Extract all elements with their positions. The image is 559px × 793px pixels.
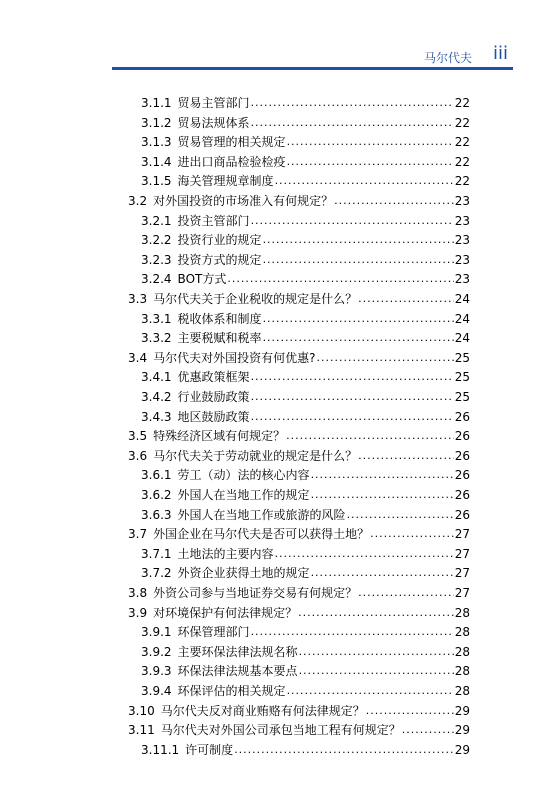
toc-entry-number: 3.9.3 bbox=[141, 664, 172, 679]
toc-dot-leader bbox=[263, 329, 454, 347]
toc-dot-leader bbox=[358, 447, 454, 465]
toc-entry[interactable] bbox=[141, 114, 470, 132]
toc-entry[interactable] bbox=[141, 133, 470, 151]
toc-entry-page: 28 bbox=[454, 684, 470, 698]
toc-entry-title: 环保评估的相关规定 bbox=[177, 684, 286, 698]
toc-entry[interactable] bbox=[141, 741, 470, 759]
toc-entry-title: 贸易管理的相关规定 bbox=[177, 135, 286, 150]
toc-dot-leader bbox=[299, 662, 454, 680]
toc-entry-number: 3.1.3 bbox=[141, 135, 172, 150]
toc-entry-title: 地区鼓励政策 bbox=[177, 409, 250, 424]
toc-entry-page: 26 bbox=[454, 488, 470, 502]
toc-dot-leader bbox=[316, 349, 453, 367]
toc-entry[interactable] bbox=[141, 231, 470, 249]
page-number: iii bbox=[493, 43, 509, 64]
toc-entry-number: 3.6 bbox=[128, 448, 148, 463]
toc-entry-number: 3.6.1 bbox=[141, 468, 172, 483]
toc-entry-title: 主要税赋和税率 bbox=[177, 331, 262, 346]
toc-entry[interactable] bbox=[141, 388, 470, 406]
toc-dot-leader bbox=[298, 604, 454, 622]
header-title: 马尔代夫 bbox=[424, 51, 473, 65]
toc-entry-page: 27 bbox=[454, 586, 470, 600]
toc-entry-number: 3.2 bbox=[128, 194, 148, 208]
toc-entry-number: 3.9.4 bbox=[141, 684, 172, 698]
toc-entry-title: 主要环保法律法规名称 bbox=[177, 644, 298, 659]
toc-entry-title: 外国人在当地工作的规定 bbox=[177, 488, 310, 502]
toc-dot-leader bbox=[227, 270, 453, 288]
toc-entry-title: 对环境保护有何法律规定？ bbox=[153, 605, 298, 620]
toc-entry-page: 24 bbox=[454, 331, 470, 346]
toc-dot-leader bbox=[251, 408, 454, 426]
toc-entry-title: 环保法律法规基本要点 bbox=[177, 664, 298, 679]
toc-entry[interactable] bbox=[141, 682, 470, 700]
toc-entry-title: BOT方式 bbox=[177, 272, 227, 287]
toc-entry-number: 3.1.1 bbox=[141, 96, 172, 110]
toc-entry-title: 外国企业在马尔代夫是否可以获得土地？ bbox=[153, 527, 370, 542]
toc-dot-leader bbox=[251, 623, 454, 641]
toc-entry-number: 3.2.1 bbox=[141, 213, 172, 228]
toc-entry-page: 29 bbox=[454, 742, 470, 757]
toc-entry[interactable] bbox=[141, 212, 470, 230]
toc-entry-page: 26 bbox=[454, 468, 470, 483]
toc-entry-number: 3.3 bbox=[128, 292, 148, 306]
toc-entry-title: 对外国投资的市场准入有何规定？ bbox=[153, 194, 334, 208]
toc-entry-page: 22 bbox=[454, 135, 470, 150]
toc-entry-number: 3.11.1 bbox=[141, 742, 180, 757]
toc-entry-page: 29 bbox=[454, 723, 470, 738]
toc-entry-number: 3.7.2 bbox=[141, 566, 172, 581]
toc-entry-page: 27 bbox=[454, 566, 470, 581]
toc-entry[interactable] bbox=[141, 153, 470, 171]
toc-entry-title: 马尔代夫关于企业税收的规定是什么？ bbox=[153, 292, 358, 306]
toc-entry-title: 贸易主管部门 bbox=[177, 96, 250, 110]
toc-entry-page: 25 bbox=[454, 350, 470, 365]
toc-entry-page: 24 bbox=[454, 311, 470, 326]
toc-entry-number: 3.10 bbox=[128, 703, 155, 718]
toc-entry-title: 海关管理规章制度 bbox=[177, 174, 274, 189]
toc-entry-page: 27 bbox=[454, 527, 470, 542]
toc-entry-page: 28 bbox=[454, 605, 470, 620]
toc-dot-leader bbox=[263, 251, 454, 269]
toc-entry-title: 外国人在当地工作或旅游的风险 bbox=[177, 507, 346, 522]
toc-dot-leader bbox=[286, 427, 454, 445]
toc-dot-leader bbox=[263, 310, 454, 328]
toc-dot-leader bbox=[287, 682, 454, 700]
toc-entry-page: 26 bbox=[454, 429, 470, 444]
toc-entry-page: 29 bbox=[454, 703, 470, 718]
toc-entry-title: 马尔代夫对外国投资有何优惠? bbox=[153, 350, 316, 365]
toc-entry-page: 26 bbox=[454, 409, 470, 424]
toc-entry-number: 3.2.4 bbox=[141, 272, 172, 287]
toc-entry-number: 3.7.1 bbox=[141, 546, 172, 561]
toc-entry-title: 贸易法规体系 bbox=[177, 115, 250, 130]
toc-entry-title: 行业鼓励政策 bbox=[177, 390, 250, 404]
toc-dot-leader bbox=[370, 525, 454, 543]
toc-entry[interactable] bbox=[128, 604, 470, 622]
toc-entry-title: 许可制度 bbox=[185, 742, 234, 757]
toc-entry-title: 马尔代夫反对商业贿赂有何法律规定？ bbox=[160, 703, 365, 718]
toc-dot-leader bbox=[402, 721, 454, 739]
toc-entry-title: 税收体系和制度 bbox=[177, 311, 262, 326]
toc-dot-leader bbox=[251, 94, 454, 112]
toc-entry[interactable] bbox=[128, 447, 470, 465]
toc-entry-page: 23 bbox=[454, 272, 470, 287]
toc-entry[interactable] bbox=[141, 486, 470, 504]
toc-entry-title: 外资企业获得土地的规定 bbox=[177, 566, 310, 581]
toc-entry[interactable] bbox=[141, 329, 470, 347]
toc-entry[interactable] bbox=[128, 192, 470, 210]
toc-dot-leader bbox=[234, 741, 454, 759]
toc-dot-leader bbox=[251, 368, 454, 386]
toc-entry-number: 3.3.1 bbox=[141, 311, 172, 326]
toc-entry-page: 23 bbox=[454, 213, 470, 228]
toc-entry-number: 3.3.2 bbox=[141, 331, 172, 346]
toc-dot-leader bbox=[358, 290, 454, 308]
toc-entry-number: 3.9 bbox=[128, 605, 148, 620]
toc-entry[interactable] bbox=[141, 251, 470, 269]
toc-entry-title: 优惠政策框架 bbox=[177, 370, 250, 385]
toc-entry-number: 3.4.1 bbox=[141, 370, 172, 385]
toc-entry-page: 25 bbox=[454, 370, 470, 385]
toc-entry-title: 外资公司参与当地证券交易有何规定？ bbox=[153, 586, 358, 600]
toc-entry-title: 特殊经济区域有何规定？ bbox=[153, 429, 286, 444]
toc-entry-title: 投资行业的规定 bbox=[177, 233, 262, 248]
toc-entry-page: 27 bbox=[454, 546, 470, 561]
toc-entry-page: 28 bbox=[454, 664, 470, 679]
toc-entry[interactable] bbox=[141, 662, 470, 680]
toc-dot-leader bbox=[311, 486, 454, 504]
toc-entry-title: 投资方式的规定 bbox=[177, 252, 262, 267]
toc-dot-leader bbox=[251, 114, 454, 132]
toc-entry-page: 22 bbox=[454, 174, 470, 189]
toc-entry[interactable] bbox=[128, 721, 470, 739]
toc-entry-number: 3.11 bbox=[128, 723, 155, 738]
header-rule bbox=[112, 67, 513, 70]
toc-entry[interactable] bbox=[128, 702, 470, 720]
toc-entry-number: 3.8 bbox=[128, 586, 148, 600]
toc-entry-number: 3.1.2 bbox=[141, 115, 172, 130]
toc-entry-page: 24 bbox=[454, 292, 470, 306]
toc-dot-leader bbox=[334, 192, 454, 210]
toc-entry-number: 3.2.2 bbox=[141, 233, 172, 248]
toc-entry-number: 3.6.2 bbox=[141, 488, 172, 502]
toc-entry[interactable] bbox=[141, 643, 470, 661]
toc-entry-number: 3.9.2 bbox=[141, 644, 172, 659]
toc-entry-page: 26 bbox=[454, 507, 470, 522]
toc-entry-number: 3.4.2 bbox=[141, 390, 172, 404]
toc-entry[interactable] bbox=[128, 525, 470, 543]
toc-dot-leader bbox=[251, 388, 454, 406]
toc-entry-number: 3.4 bbox=[128, 350, 148, 365]
toc-dot-leader bbox=[311, 466, 454, 484]
toc-entry-title: 马尔代夫关于劳动就业的规定是什么？ bbox=[153, 448, 358, 463]
toc-entry-page: 22 bbox=[454, 115, 470, 130]
toc-entry-number: 3.5 bbox=[128, 429, 148, 444]
toc-entry[interactable] bbox=[141, 623, 470, 641]
toc-entry-page: 23 bbox=[454, 252, 470, 267]
toc-entry[interactable] bbox=[128, 290, 470, 308]
toc-entry-title: 投资主管部门 bbox=[177, 213, 250, 228]
toc-entry-page: 28 bbox=[454, 625, 470, 640]
toc-entry-page: 22 bbox=[454, 96, 470, 110]
toc-entry-title: 环保管理部门 bbox=[177, 625, 250, 640]
toc-dot-leader bbox=[366, 702, 454, 720]
toc-entry[interactable] bbox=[141, 466, 470, 484]
toc-entry[interactable] bbox=[141, 368, 470, 386]
toc-entry-page: 22 bbox=[454, 154, 470, 169]
toc-dot-leader bbox=[251, 212, 454, 230]
toc-dot-leader bbox=[287, 153, 454, 171]
toc-dot-leader bbox=[287, 133, 454, 151]
toc-entry[interactable] bbox=[141, 506, 470, 524]
toc-entry[interactable] bbox=[141, 545, 470, 563]
toc-entry[interactable] bbox=[141, 94, 470, 112]
toc-dot-leader bbox=[263, 231, 454, 249]
toc-entry[interactable] bbox=[141, 310, 470, 328]
toc-dot-leader bbox=[299, 643, 454, 661]
toc-entry-page: 28 bbox=[454, 644, 470, 659]
toc-entry-title: 马尔代夫对外国公司承包当地工程有何规定？ bbox=[160, 723, 401, 738]
toc-dot-leader bbox=[275, 545, 454, 563]
toc-entry-number: 3.6.3 bbox=[141, 507, 172, 522]
toc-entry-page: 26 bbox=[454, 448, 470, 463]
toc-entry-number: 3.9.1 bbox=[141, 625, 172, 640]
toc-entry[interactable] bbox=[141, 270, 470, 288]
toc-entry-number: 3.7 bbox=[128, 527, 148, 542]
toc-entry-number: 3.2.3 bbox=[141, 252, 172, 267]
toc-entry[interactable] bbox=[128, 349, 470, 367]
toc-dot-leader bbox=[275, 172, 454, 190]
toc-entry[interactable] bbox=[141, 172, 470, 190]
toc-dot-leader bbox=[358, 584, 454, 602]
toc-entry-number: 3.4.3 bbox=[141, 409, 172, 424]
toc-entry-page: 23 bbox=[454, 194, 470, 208]
toc-entry[interactable] bbox=[141, 408, 470, 426]
toc-entry-title: 土地法的主要内容 bbox=[177, 546, 274, 561]
toc-entry-page: 23 bbox=[454, 233, 470, 248]
toc-entry[interactable] bbox=[128, 584, 470, 602]
toc-entry-number: 3.1.4 bbox=[141, 154, 172, 169]
toc-dot-leader bbox=[347, 506, 454, 524]
toc-entry-title: 劳工（动）法的核心内容 bbox=[177, 468, 310, 483]
toc-entry-number: 3.1.5 bbox=[141, 174, 172, 189]
toc-entry[interactable] bbox=[128, 427, 470, 445]
toc-entry-page: 25 bbox=[454, 390, 470, 404]
toc-entry[interactable] bbox=[141, 564, 470, 582]
toc-entry-title: 进出口商品检验检疫 bbox=[177, 154, 286, 169]
toc-dot-leader bbox=[311, 564, 454, 582]
